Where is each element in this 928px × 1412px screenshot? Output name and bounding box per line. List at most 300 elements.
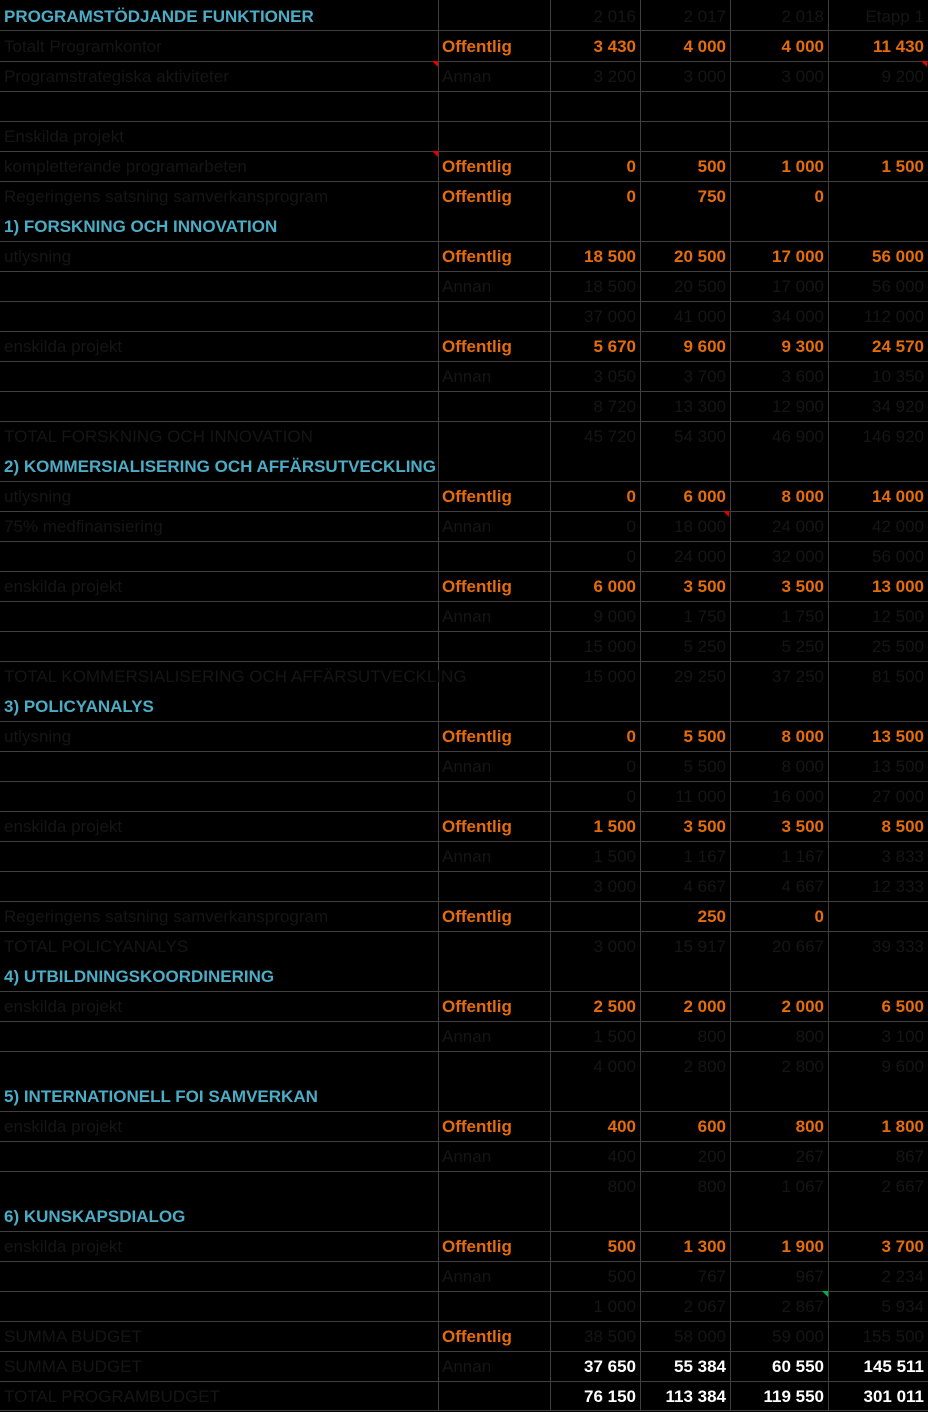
cell-year-2016[interactable]: 1 500 <box>593 817 636 836</box>
cell-year-2018[interactable]: 800 <box>795 1117 824 1136</box>
cell-year-2018[interactable]: 2 000 <box>781 997 824 1016</box>
cell-label[interactable] <box>0 1052 438 1082</box>
cell-year-2016[interactable]: 400 <box>607 1147 636 1166</box>
cell-etapp-1[interactable] <box>828 962 928 992</box>
cell-year-2016[interactable]: 0 <box>626 187 636 206</box>
cell-year-2017[interactable]: 3 000 <box>683 67 726 86</box>
cell-year-2018[interactable] <box>730 962 828 992</box>
cell-label[interactable] <box>0 302 438 332</box>
cell-year-2017[interactable]: 113 384 <box>665 1387 726 1406</box>
cell-etapp-1[interactable]: 5 934 <box>881 1297 924 1316</box>
cell-funding-type[interactable] <box>438 782 550 812</box>
cell-year-2018[interactable]: 4 000 <box>781 37 824 56</box>
cell-year-2017[interactable] <box>640 1082 730 1112</box>
cell-label[interactable]: TOTAL PROGRAMBUDGET <box>4 1387 220 1406</box>
cell-funding-type[interactable]: Offentlig <box>442 487 512 506</box>
cell-label[interactable]: enskilda projekt <box>4 1117 123 1136</box>
cell-funding-type[interactable] <box>438 212 550 242</box>
cell-year-2018[interactable]: 4 667 <box>781 877 824 896</box>
cell-label[interactable] <box>0 92 438 122</box>
cell-etapp-1[interactable]: 3 100 <box>881 1027 924 1046</box>
cell-label[interactable] <box>0 782 438 812</box>
cell-etapp-1[interactable] <box>828 212 928 242</box>
cell-label[interactable]: kompletterande programarbeten <box>4 157 247 176</box>
cell-etapp-1[interactable]: 24 570 <box>872 337 924 356</box>
cell-year-2018[interactable]: 800 <box>795 1027 824 1046</box>
cell-year-2017[interactable]: 750 <box>697 187 726 206</box>
cell-year-2016[interactable]: 5 670 <box>593 337 636 356</box>
cell-funding-type[interactable] <box>438 1292 550 1322</box>
cell-label[interactable] <box>0 1172 438 1202</box>
cell-year-2017[interactable]: 1 750 <box>683 607 726 626</box>
cell-year-2018[interactable]: 3 000 <box>781 67 824 86</box>
cell-label[interactable]: 75% medfinansiering <box>4 517 163 536</box>
cell-year-2018[interactable]: 32 000 <box>772 547 824 566</box>
cell-year-2018[interactable]: 119 550 <box>763 1387 824 1406</box>
cell-funding-type[interactable] <box>438 1052 550 1082</box>
cell-year-2018[interactable]: 9 300 <box>781 337 824 356</box>
cell-etapp-1[interactable]: 1 500 <box>881 157 924 176</box>
cell-funding-type[interactable]: Offentlig <box>442 907 512 926</box>
cell-etapp-1[interactable]: Etapp 1 <box>865 7 924 26</box>
table-row <box>0 662 928 692</box>
cell-year-2017[interactable]: 500 <box>697 157 726 176</box>
cell-year-2018[interactable]: 46 900 <box>772 427 824 446</box>
cell-year-2017[interactable]: 24 000 <box>674 547 726 566</box>
cell-year-2017[interactable]: 1 300 <box>683 1237 726 1256</box>
cell-funding-type[interactable]: Offentlig <box>442 247 512 266</box>
cell-funding-type[interactable]: Annan <box>442 757 492 776</box>
cell-year-2017[interactable] <box>640 692 730 722</box>
cell-year-2017[interactable]: 5 250 <box>683 637 726 656</box>
cell-funding-type[interactable]: Annan <box>442 1357 492 1376</box>
cell-funding-type[interactable]: Offentlig <box>442 37 512 56</box>
comment-indicator-icon[interactable] <box>822 1291 828 1297</box>
cell-year-2016[interactable]: 15 000 <box>584 637 636 656</box>
cell-year-2016[interactable]: 3 000 <box>593 877 636 896</box>
cell-funding-type[interactable] <box>438 662 550 692</box>
cell-year-2016[interactable] <box>550 692 640 722</box>
cell-funding-type[interactable] <box>438 92 550 122</box>
cell-label[interactable]: enskilda projekt <box>4 817 123 836</box>
cell-year-2018[interactable]: 8 000 <box>781 727 824 746</box>
cell-year-2017[interactable]: 1 167 <box>683 847 726 866</box>
cell-etapp-1[interactable] <box>828 122 928 152</box>
comment-indicator-icon[interactable] <box>432 151 438 157</box>
cell-year-2018[interactable]: 1 900 <box>781 1237 824 1256</box>
cell-funding-type[interactable]: Annan <box>442 1027 492 1046</box>
cell-etapp-1[interactable]: 9 200 <box>881 67 924 86</box>
cell-year-2018[interactable]: 8 000 <box>781 757 824 776</box>
cell-year-2017[interactable]: 3 700 <box>683 367 726 386</box>
cell-year-2017[interactable]: 800 <box>697 1177 726 1196</box>
cell-label[interactable]: Totalt Programkontor <box>4 37 162 56</box>
cell-funding-type[interactable] <box>438 422 550 452</box>
cell-etapp-1[interactable]: 8 500 <box>881 817 924 836</box>
cell-etapp-1[interactable]: 81 500 <box>872 667 924 686</box>
table-row <box>0 812 928 842</box>
cell-etapp-1[interactable]: 6 500 <box>881 997 924 1016</box>
cell-year-2018[interactable]: 1 067 <box>781 1177 824 1196</box>
cell-year-2018[interactable]: 37 250 <box>772 667 824 686</box>
cell-year-2017[interactable]: 54 300 <box>674 427 726 446</box>
cell-year-2016[interactable]: 45 720 <box>584 427 636 446</box>
cell-label[interactable]: enskilda projekt <box>4 337 123 356</box>
cell-funding-type[interactable]: Offentlig <box>442 1327 512 1346</box>
cell-label[interactable] <box>0 872 438 902</box>
cell-year-2018[interactable]: 1 000 <box>781 157 824 176</box>
cell-etapp-1[interactable]: 301 011 <box>863 1387 924 1406</box>
cell-year-2017[interactable]: 55 384 <box>674 1357 726 1376</box>
cell-year-2016[interactable] <box>550 962 640 992</box>
cell-label[interactable]: Regeringens satsning samverkansprogram <box>4 907 329 926</box>
cell-funding-type[interactable] <box>438 1202 550 1232</box>
cell-label[interactable]: enskilda projekt <box>4 997 123 1016</box>
cell-year-2018[interactable]: 8 000 <box>781 487 824 506</box>
cell-year-2018[interactable]: 5 250 <box>781 637 824 656</box>
cell-funding-type[interactable]: Offentlig <box>442 997 512 1016</box>
table-row <box>0 182 928 212</box>
cell-funding-type[interactable] <box>438 1082 550 1112</box>
cell-year-2018[interactable] <box>730 92 828 122</box>
cell-year-2016[interactable]: 15 000 <box>584 667 636 686</box>
cell-year-2016[interactable]: 38 500 <box>584 1327 636 1346</box>
cell-year-2017[interactable]: 2 017 <box>683 7 726 26</box>
cell-label[interactable]: 5) INTERNATIONELL FOI SAMVERKAN <box>4 1087 318 1106</box>
cell-year-2018[interactable]: 17 000 <box>772 247 824 266</box>
cell-etapp-1[interactable]: 9 600 <box>881 1057 924 1076</box>
cell-year-2016[interactable]: 4 000 <box>593 1057 636 1076</box>
cell-year-2017[interactable] <box>640 1202 730 1232</box>
cell-year-2016[interactable]: 18 500 <box>584 247 636 266</box>
cell-label[interactable]: enskilda projekt <box>4 577 123 596</box>
cell-funding-type[interactable]: Offentlig <box>442 157 512 176</box>
cell-funding-type[interactable] <box>438 542 550 572</box>
cell-year-2016[interactable]: 1 000 <box>593 1297 636 1316</box>
cell-year-2017[interactable]: 18 000 <box>674 517 726 536</box>
cell-year-2017[interactable]: 800 <box>697 1027 726 1046</box>
cell-funding-type[interactable]: Annan <box>442 1147 492 1166</box>
cell-etapp-1[interactable]: 112 000 <box>863 307 924 326</box>
table-row <box>0 392 928 422</box>
cell-year-2016[interactable]: 1 500 <box>593 1027 636 1046</box>
cell-funding-type[interactable]: Annan <box>442 67 492 86</box>
cell-year-2017[interactable]: 20 500 <box>674 277 726 296</box>
cell-funding-type[interactable]: Annan <box>442 277 492 296</box>
cell-funding-type[interactable] <box>438 122 550 152</box>
cell-label[interactable] <box>0 542 438 572</box>
cell-year-2017[interactable]: 250 <box>697 907 726 926</box>
cell-funding-type[interactable] <box>438 692 550 722</box>
cell-funding-type[interactable]: Offentlig <box>442 337 512 356</box>
cell-label[interactable] <box>0 1142 438 1172</box>
cell-year-2016[interactable]: 9 000 <box>593 607 636 626</box>
cell-label[interactable]: utlysning <box>4 247 72 266</box>
cell-funding-type[interactable] <box>438 1382 550 1412</box>
cell-year-2016[interactable] <box>550 902 640 932</box>
cell-etapp-1[interactable]: 25 500 <box>872 637 924 656</box>
cell-year-2017[interactable]: 767 <box>697 1267 726 1286</box>
cell-label[interactable]: 4) UTBILDNINGSKOORDINERING <box>4 967 275 986</box>
cell-funding-type[interactable] <box>438 962 550 992</box>
cell-year-2016[interactable]: 2 500 <box>593 997 636 1016</box>
cell-etapp-1[interactable]: 13 500 <box>872 727 924 746</box>
cell-year-2016[interactable]: 6 000 <box>593 577 636 596</box>
cell-year-2016[interactable]: 8 720 <box>593 397 636 416</box>
cell-label[interactable]: 2) KOMMERSIALISERING OCH AFFÄRSUTVECKLING <box>4 457 436 476</box>
cell-etapp-1[interactable]: 10 350 <box>872 367 924 386</box>
cell-year-2016[interactable]: 3 000 <box>593 937 636 956</box>
cell-year-2016[interactable]: 2 016 <box>593 7 636 26</box>
cell-label[interactable]: TOTAL FORSKNING OCH INNOVATION <box>4 427 313 446</box>
cell-funding-type[interactable]: Annan <box>442 1267 492 1286</box>
cell-etapp-1[interactable]: 42 000 <box>872 517 924 536</box>
cell-etapp-1[interactable]: 39 333 <box>872 937 924 956</box>
cell-year-2017[interactable]: 11 000 <box>675 787 726 806</box>
cell-year-2018[interactable]: 0 <box>814 907 824 926</box>
cell-funding-type[interactable]: Annan <box>442 517 492 536</box>
cell-year-2016[interactable] <box>550 1082 640 1112</box>
cell-etapp-1[interactable]: 56 000 <box>872 547 924 566</box>
cell-year-2017[interactable]: 2 067 <box>683 1297 726 1316</box>
cell-year-2017[interactable]: 13 300 <box>674 397 726 416</box>
cell-label[interactable] <box>0 752 438 782</box>
cell-year-2016[interactable]: 18 500 <box>584 277 636 296</box>
table-row <box>0 1352 928 1382</box>
cell-year-2018[interactable] <box>730 452 828 482</box>
cell-year-2018[interactable] <box>730 212 828 242</box>
cell-year-2016[interactable]: 500 <box>607 1237 636 1256</box>
table-row <box>0 872 928 902</box>
cell-etapp-1[interactable]: 2 667 <box>881 1177 924 1196</box>
cell-label[interactable]: utlysning <box>4 487 72 506</box>
cell-funding-type[interactable] <box>438 872 550 902</box>
cell-etapp-1[interactable] <box>828 902 928 932</box>
cell-etapp-1[interactable] <box>828 1202 928 1232</box>
cell-funding-type[interactable] <box>438 1172 550 1202</box>
cell-year-2017[interactable]: 58 000 <box>674 1327 726 1346</box>
cell-year-2018[interactable] <box>730 122 828 152</box>
cell-year-2016[interactable]: 0 <box>626 487 636 506</box>
cell-year-2017[interactable] <box>640 212 730 242</box>
cell-label[interactable] <box>0 1262 438 1292</box>
cell-year-2016[interactable] <box>550 452 640 482</box>
cell-year-2018[interactable]: 267 <box>795 1147 824 1166</box>
cell-etapp-1[interactable] <box>828 692 928 722</box>
cell-year-2016[interactable]: 0 <box>626 787 636 806</box>
cell-year-2017[interactable]: 5 500 <box>683 757 726 776</box>
cell-year-2016[interactable]: 0 <box>626 757 636 776</box>
cell-funding-type[interactable]: Offentlig <box>442 577 512 596</box>
cell-etapp-1[interactable] <box>828 1082 928 1112</box>
comment-indicator-icon[interactable] <box>723 511 729 517</box>
cell-year-2018[interactable]: 24 000 <box>772 517 824 536</box>
cell-etapp-1[interactable]: 2 234 <box>881 1267 924 1286</box>
cell-year-2017[interactable] <box>640 962 730 992</box>
table-row <box>0 362 928 392</box>
cell-year-2017[interactable]: 4 000 <box>683 37 726 56</box>
cell-year-2017[interactable] <box>640 122 730 152</box>
cell-year-2016[interactable]: 0 <box>626 727 636 746</box>
table-row <box>0 422 928 452</box>
cell-label[interactable]: 1) FORSKNING OCH INNOVATION <box>4 217 278 236</box>
cell-label[interactable]: Regeringens satsning samverkansprogram <box>4 187 329 206</box>
cell-year-2018[interactable]: 3 500 <box>781 817 824 836</box>
cell-funding-type[interactable]: Annan <box>442 367 492 386</box>
cell-label[interactable]: enskilda projekt <box>4 1237 123 1256</box>
cell-year-2017[interactable]: 9 600 <box>683 337 726 356</box>
cell-year-2017[interactable]: 2 000 <box>683 997 726 1016</box>
cell-label[interactable]: TOTAL POLICYANALYS <box>4 937 189 956</box>
cell-year-2018[interactable]: 60 550 <box>772 1357 824 1376</box>
cell-year-2018[interactable]: 16 000 <box>772 787 824 806</box>
cell-label[interactable]: utlysning <box>4 727 72 746</box>
cell-year-2018[interactable]: 34 000 <box>772 307 824 326</box>
cell-etapp-1[interactable]: 12 333 <box>872 877 924 896</box>
cell-year-2017[interactable]: 200 <box>697 1147 726 1166</box>
cell-label[interactable] <box>0 362 438 392</box>
cell-funding-type[interactable]: Annan <box>442 847 492 866</box>
cell-year-2016[interactable]: 3 050 <box>593 367 636 386</box>
cell-etapp-1[interactable] <box>828 452 928 482</box>
cell-year-2016[interactable]: 37 000 <box>584 307 636 326</box>
cell-year-2017[interactable]: 3 500 <box>683 817 726 836</box>
cell-year-2016[interactable] <box>550 122 640 152</box>
cell-year-2017[interactable]: 15 917 <box>674 937 726 956</box>
cell-year-2018[interactable] <box>730 1082 828 1112</box>
cell-etapp-1[interactable]: 14 000 <box>872 487 924 506</box>
cell-year-2017[interactable]: 600 <box>697 1117 726 1136</box>
cell-year-2018[interactable]: 2 867 <box>781 1297 824 1316</box>
cell-label[interactable]: TOTAL KOMMERSIALISERING OCH AFFÄRSUTVECKLING <box>4 667 467 686</box>
cell-year-2016[interactable] <box>550 1202 640 1232</box>
cell-etapp-1[interactable]: 146 920 <box>862 427 924 446</box>
cell-year-2017[interactable]: 3 500 <box>683 577 726 596</box>
cell-funding-type[interactable] <box>438 392 550 422</box>
cell-etapp-1[interactable]: 34 920 <box>872 397 924 416</box>
cell-label[interactable] <box>0 632 438 662</box>
cell-label[interactable] <box>0 272 438 302</box>
cell-year-2018[interactable]: 1 750 <box>781 607 824 626</box>
cell-label[interactable]: Enskilda projekt <box>4 127 125 146</box>
cell-year-2018[interactable]: 1 167 <box>781 847 824 866</box>
cell-etapp-1[interactable]: 155 500 <box>862 1327 924 1346</box>
cell-year-2017[interactable]: 2 800 <box>683 1057 726 1076</box>
cell-year-2016[interactable] <box>550 212 640 242</box>
cell-etapp-1[interactable] <box>828 92 928 122</box>
cell-year-2018[interactable]: 2 018 <box>781 7 824 26</box>
cell-label[interactable] <box>0 392 438 422</box>
cell-label[interactable]: PROGRAMSTÖDJANDE FUNKTIONER <box>4 7 314 26</box>
cell-label[interactable]: SUMMA BUDGET <box>4 1327 142 1346</box>
table-row <box>0 902 928 932</box>
cell-year-2018[interactable]: 3 500 <box>781 577 824 596</box>
cell-year-2017[interactable]: 5 500 <box>683 727 726 746</box>
cell-year-2017[interactable]: 20 500 <box>674 247 726 266</box>
cell-funding-type[interactable] <box>438 2 550 32</box>
cell-etapp-1[interactable]: 13 500 <box>872 757 924 776</box>
cell-etapp-1[interactable]: 56 000 <box>872 277 924 296</box>
cell-year-2018[interactable]: 12 900 <box>772 397 824 416</box>
cell-etapp-1[interactable]: 1 800 <box>881 1117 924 1136</box>
cell-year-2017[interactable] <box>640 92 730 122</box>
cell-year-2016[interactable]: 500 <box>607 1267 636 1286</box>
cell-funding-type[interactable]: Offentlig <box>442 727 512 746</box>
cell-year-2016[interactable]: 400 <box>607 1117 636 1136</box>
cell-funding-type[interactable]: Annan <box>442 607 492 626</box>
cell-etapp-1[interactable]: 145 511 <box>863 1357 924 1376</box>
cell-funding-type[interactable] <box>438 302 550 332</box>
cell-year-2018[interactable]: 2 800 <box>781 1057 824 1076</box>
cell-year-2016[interactable]: 3 200 <box>593 67 636 86</box>
cell-funding-type[interactable]: Offentlig <box>442 817 512 836</box>
cell-year-2018[interactable]: 59 000 <box>772 1327 824 1346</box>
cell-etapp-1[interactable]: 12 500 <box>872 607 924 626</box>
cell-year-2016[interactable]: 0 <box>626 547 636 566</box>
cell-year-2018[interactable]: 20 667 <box>772 937 824 956</box>
cell-etapp-1[interactable]: 11 430 <box>872 37 924 56</box>
cell-year-2017[interactable]: 6 000 <box>683 487 726 506</box>
table-row <box>0 1052 928 1082</box>
cell-etapp-1[interactable]: 13 000 <box>872 577 924 596</box>
cell-year-2018[interactable]: 967 <box>795 1267 824 1286</box>
cell-funding-type[interactable]: Offentlig <box>442 1237 512 1256</box>
cell-funding-type[interactable] <box>438 632 550 662</box>
cell-year-2016[interactable]: 0 <box>626 157 636 176</box>
cell-label[interactable] <box>0 842 438 872</box>
cell-year-2016[interactable]: 800 <box>607 1177 636 1196</box>
cell-etapp-1[interactable]: 3 833 <box>881 847 924 866</box>
cell-year-2017[interactable]: 4 667 <box>683 877 726 896</box>
cell-year-2018[interactable]: 17 000 <box>772 277 824 296</box>
cell-year-2017[interactable]: 29 250 <box>674 667 726 686</box>
table-row <box>0 1292 928 1322</box>
cell-etapp-1[interactable] <box>828 182 928 212</box>
cell-year-2018[interactable]: 3 600 <box>781 367 824 386</box>
cell-funding-type[interactable] <box>438 932 550 962</box>
cell-year-2016[interactable] <box>550 92 640 122</box>
cell-etapp-1[interactable]: 56 000 <box>872 247 924 266</box>
cell-label[interactable] <box>0 602 438 632</box>
cell-funding-type[interactable] <box>438 452 550 482</box>
cell-year-2017[interactable]: 41 000 <box>674 307 726 326</box>
cell-etapp-1[interactable]: 27 000 <box>872 787 924 806</box>
cell-year-2016[interactable]: 76 150 <box>584 1387 636 1406</box>
cell-funding-type[interactable]: Offentlig <box>442 1117 512 1136</box>
comment-indicator-icon[interactable] <box>432 61 438 67</box>
cell-year-2016[interactable]: 1 500 <box>593 847 636 866</box>
cell-year-2016[interactable]: 0 <box>626 517 636 536</box>
cell-year-2018[interactable]: 0 <box>814 187 824 206</box>
cell-label[interactable]: SUMMA BUDGET <box>4 1357 142 1376</box>
cell-etapp-1[interactable]: 3 700 <box>881 1237 924 1256</box>
cell-etapp-1[interactable]: 867 <box>895 1147 924 1166</box>
cell-label[interactable] <box>0 1292 438 1322</box>
cell-label[interactable]: 6) KUNSKAPSDIALOG <box>4 1207 186 1226</box>
table-row <box>0 512 928 542</box>
cell-year-2016[interactable]: 3 430 <box>593 37 636 56</box>
cell-label[interactable]: Programstrategiska aktiviteter <box>4 67 229 86</box>
cell-funding-type[interactable]: Offentlig <box>442 187 512 206</box>
cell-label[interactable]: 3) POLICYANALYS <box>4 697 154 716</box>
cell-year-2016[interactable]: 37 650 <box>584 1357 636 1376</box>
cell-year-2018[interactable] <box>730 1202 828 1232</box>
table-row <box>0 332 928 362</box>
cell-label[interactable] <box>0 1022 438 1052</box>
cell-year-2017[interactable] <box>640 452 730 482</box>
cell-year-2018[interactable] <box>730 692 828 722</box>
comment-indicator-icon[interactable] <box>921 61 927 67</box>
